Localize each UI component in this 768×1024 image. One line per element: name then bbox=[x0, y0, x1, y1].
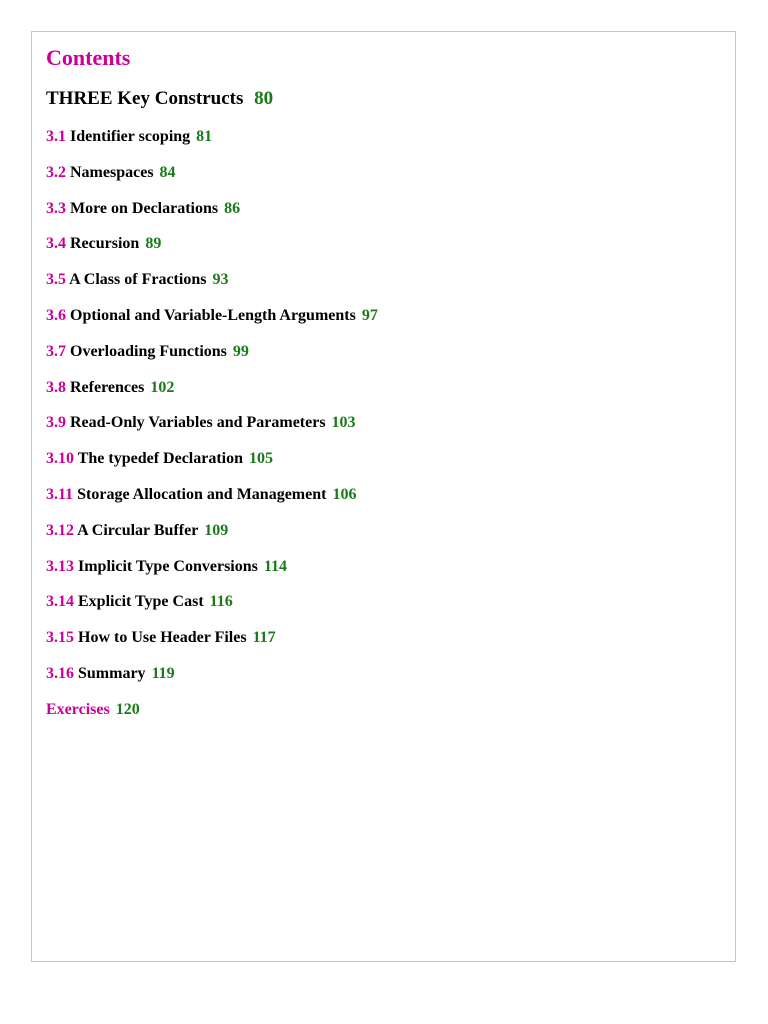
toc-entry-3-15[interactable] bbox=[46, 626, 378, 662]
section-number: 3.2 bbox=[46, 163, 66, 181]
toc-entry-3-9[interactable] bbox=[46, 411, 378, 447]
section-page-number: 89 bbox=[145, 235, 162, 253]
chapter-entry[interactable] bbox=[46, 87, 273, 111]
chapter-page-number: 80 bbox=[254, 88, 274, 109]
toc-entry-3-16[interactable] bbox=[46, 662, 378, 698]
section-page-number: 102 bbox=[150, 378, 175, 396]
section-number: 3.1 bbox=[46, 128, 66, 145]
toc-entry-3-8[interactable] bbox=[46, 376, 378, 412]
section-page-number: 103 bbox=[331, 414, 356, 432]
section-title: How to Use Header Files bbox=[78, 629, 247, 647]
toc-entry-3-2[interactable] bbox=[46, 161, 378, 197]
toc-entry-3-10[interactable] bbox=[46, 447, 378, 483]
section-page-number: 97 bbox=[361, 306, 378, 324]
toc-entry-3-11[interactable] bbox=[46, 483, 378, 519]
toc-page bbox=[31, 31, 736, 962]
section-title: Recursion bbox=[70, 235, 140, 253]
section-page-number: 106 bbox=[332, 485, 357, 503]
section-number: 3.10 bbox=[46, 450, 74, 468]
toc-entry-3-7[interactable] bbox=[46, 340, 378, 376]
section-page-number: 86 bbox=[224, 199, 241, 217]
section-title: A Circular Buffer bbox=[77, 521, 199, 539]
section-page-number: 114 bbox=[263, 557, 287, 575]
section-page-number: 84 bbox=[159, 163, 176, 181]
section-number: 3.16 bbox=[46, 664, 74, 682]
section-title: Namespaces bbox=[70, 163, 154, 181]
toc-entry-3-12[interactable] bbox=[46, 519, 378, 555]
section-title: More on Declarations bbox=[70, 199, 219, 217]
section-number: 3.12 bbox=[46, 521, 74, 539]
toc-entry-3-4[interactable] bbox=[46, 232, 378, 268]
section-number: 3.5 bbox=[46, 271, 66, 289]
section-number: 3.13 bbox=[46, 557, 74, 575]
chapter-title: THREE Key Constructs bbox=[46, 88, 244, 109]
exercises-page-number: 120 bbox=[115, 700, 140, 718]
toc-entry-3-14[interactable] bbox=[46, 590, 378, 626]
toc-entry-3-1[interactable] bbox=[46, 125, 378, 161]
section-title: Identifier scoping bbox=[70, 128, 191, 145]
section-number: 3.15 bbox=[46, 629, 74, 647]
section-page-number: 99 bbox=[232, 342, 249, 360]
section-number: 3.8 bbox=[46, 378, 66, 396]
exercises-title: Exercises bbox=[46, 700, 110, 718]
section-title: References bbox=[70, 378, 145, 396]
toc-entry-3-3[interactable] bbox=[46, 197, 378, 233]
section-number: 3.7 bbox=[46, 342, 66, 360]
section-title: A Class of Fractions bbox=[69, 271, 207, 289]
section-title: Overloading Functions bbox=[70, 342, 227, 360]
contents-heading: Contents bbox=[46, 45, 131, 70]
toc-entry-3-6[interactable] bbox=[46, 304, 378, 340]
section-page-number: 116 bbox=[209, 593, 233, 611]
toc-entry-3-5[interactable] bbox=[46, 268, 378, 304]
section-list bbox=[46, 125, 378, 734]
toc-entry-exercises[interactable] bbox=[46, 698, 378, 734]
section-number: 3.4 bbox=[46, 235, 66, 253]
toc-entry-3-13[interactable] bbox=[46, 555, 378, 591]
section-page-number: 93 bbox=[212, 271, 229, 289]
section-title: Storage Allocation and Management bbox=[77, 485, 327, 503]
section-title: Optional and Variable-Length Arguments bbox=[70, 306, 356, 324]
section-number: 3.3 bbox=[46, 199, 66, 217]
section-title: Read-Only Variables and Parameters bbox=[70, 414, 326, 432]
section-title: The typedef Declaration bbox=[77, 450, 244, 468]
section-title: Implicit Type Conversions bbox=[78, 557, 258, 575]
section-title: Summary bbox=[78, 664, 146, 682]
section-number: 3.6 bbox=[46, 306, 66, 324]
section-page-number: 109 bbox=[204, 521, 229, 539]
section-number: 3.14 bbox=[46, 593, 74, 611]
section-page-number: 105 bbox=[249, 450, 274, 468]
section-number: 3.11 bbox=[46, 485, 74, 503]
section-title: Explicit Type Cast bbox=[78, 593, 204, 611]
section-number: 3.9 bbox=[46, 414, 66, 432]
section-page-number: 81 bbox=[196, 128, 213, 145]
section-page-number: 119 bbox=[151, 664, 175, 682]
section-page-number: 117 bbox=[252, 629, 276, 647]
